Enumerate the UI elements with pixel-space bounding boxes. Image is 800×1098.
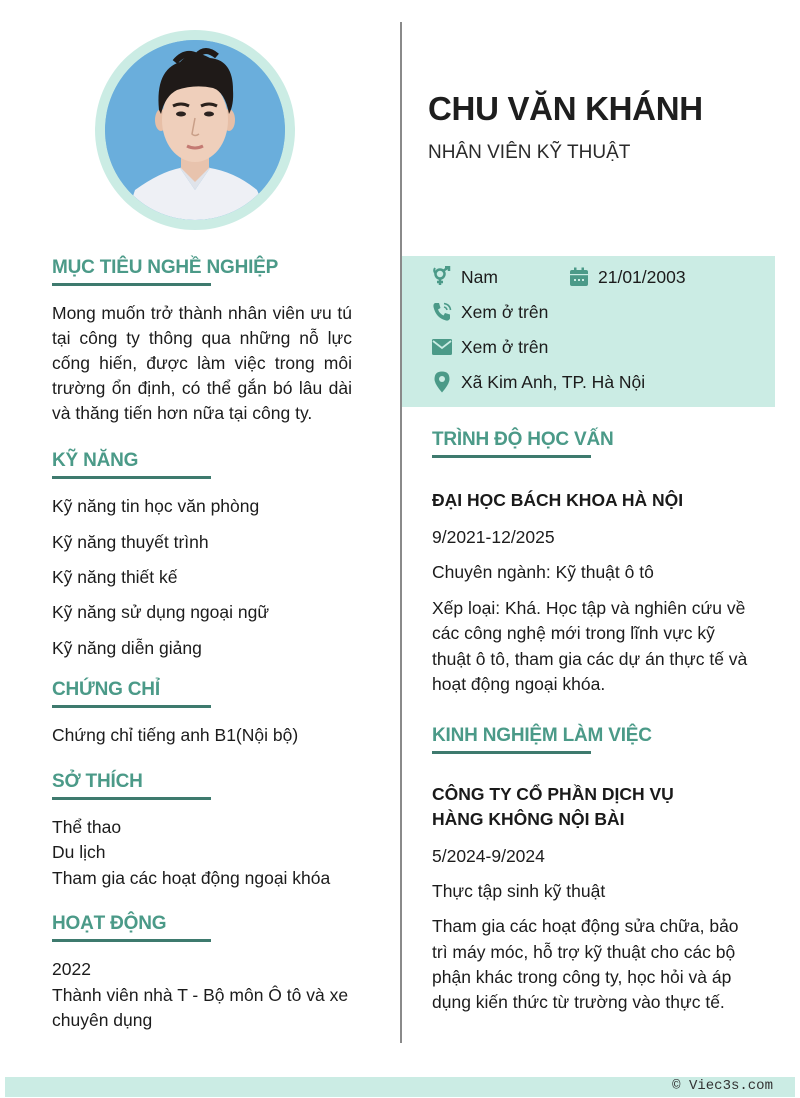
education-major: Chuyên ngành: Kỹ thuật ô tô [432,562,654,582]
birthday-value: 21/01/2003 [598,266,686,287]
activity-year: 2022 [52,959,91,979]
section-title-education: TRÌNH ĐỘ HỌC VẤN [432,429,614,450]
experience-company: HÀNG KHÔNG NỘI BÀI [432,809,625,829]
skill-item: Kỹ năng thiết kế [52,567,178,587]
gender-value: Nam [461,266,498,287]
experience-company: CÔNG TY CỔ PHẦN DỊCH VỤ [432,784,674,804]
section-underline [52,283,211,286]
phone-icon [431,301,453,323]
email-value: Xem ở trên [461,336,549,357]
section-title-skills: KỸ NĂNG [52,450,139,471]
education-desc: thuật ô tô, tham gia các dự án thực tế và [432,649,748,669]
hobby-item: Tham gia các hoạt động ngoại khóa [52,868,331,888]
contact-address [431,371,645,393]
skill-item: Kỹ năng sử dụng ngoại ngữ [52,602,270,622]
objective-text: Mong muốn trở thành nhân viên ưu tú tại công ty thông qua những nỗ lực cống hiến, được làm việc trong môi trường ổn định, có thể gắn bó lâu dài và thăng tiến hơn nữa tại công ty. [52,303,352,423]
contact-birthday [568,266,686,288]
contact-phone [431,301,548,323]
section-underline [432,455,591,458]
experience-desc: phận khác trong công ty, học hỏi và áp [432,967,732,987]
hobby-item: Thể thao [52,817,122,837]
section-title-activities: HOẠT ĐỘNG [52,913,167,934]
section-underline [52,705,211,708]
section-title-objective: MỤC TIÊU NGHỀ NGHIỆP [52,257,279,278]
footer-bar [5,1077,795,1097]
skill-item: Kỹ năng diễn giảng [52,638,202,658]
skill-item: Kỹ năng tin học văn phòng [52,496,260,516]
section-underline [52,476,211,479]
candidate-name: CHU VĂN KHÁNH [428,90,703,127]
avatar [105,40,285,220]
activity-text: Thành viên nhà T - Bộ môn Ô tô và xe [52,985,349,1005]
section-title-hobbies: SỞ THÍCH [52,771,143,792]
gender-icon [431,266,453,288]
skill-item: Kỹ năng thuyết trình [52,532,209,552]
experience-desc: dụng kiến thức từ trường vào thực tế. [432,992,725,1012]
section-underline [432,751,591,754]
education-desc: Xếp loại: Khá. Học tập và nghiên cứu về [432,598,746,618]
address-value: Xã Kim Anh, TP. Hà Nội [461,371,646,392]
contact-email [431,336,548,358]
section-underline [52,939,211,942]
portrait-image [105,40,285,220]
education-school: ĐẠI HỌC BÁCH KHOA HÀ NỘI [432,490,684,510]
contact-gender [431,266,498,288]
candidate-position: NHÂN VIÊN KỸ THUẬT [428,142,631,163]
section-title-certificates: CHỨNG CHỈ [52,679,160,700]
experience-desc: Tham gia các hoạt động sửa chữa, bảo [432,916,739,936]
education-desc: các công nghệ mới trong lĩnh vực kỹ [432,623,715,643]
activity-text: chuyên dụng [52,1010,153,1030]
footer-copyright: © Viec3s.com [672,1078,773,1094]
calendar-icon [568,266,590,288]
experience-desc: trì máy móc, hỗ trợ kỹ thuật cho các bộ [432,942,736,962]
section-title-experience: KINH NGHIỆM LÀM VIỆC [432,725,652,746]
email-icon [431,336,453,358]
education-period: 9/2021-12/2025 [432,527,555,547]
experience-role: Thực tập sinh kỹ thuật [432,881,606,901]
phone-value: Xem ở trên [461,301,549,322]
education-desc: hoạt động ngoại khóa. [432,674,606,694]
column-divider [400,22,402,1043]
section-underline [52,797,211,800]
certificate-item: Chứng chỉ tiếng anh B1(Nội bộ) [52,725,299,745]
hobby-item: Du lịch [52,842,106,862]
experience-period: 5/2024-9/2024 [432,846,545,866]
location-icon [431,371,453,393]
